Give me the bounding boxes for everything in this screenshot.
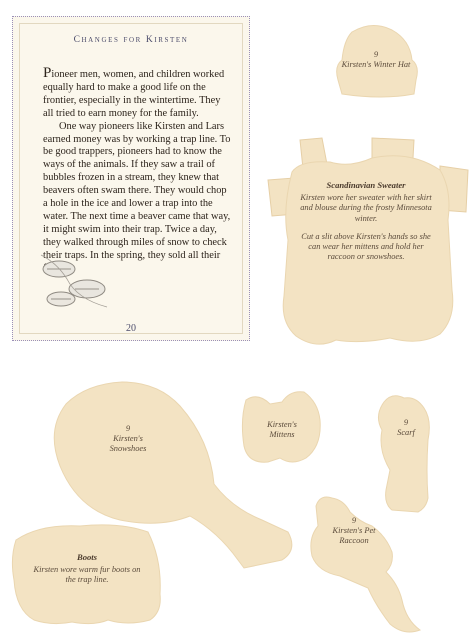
boots-label: [28, 552, 146, 586]
scarf-cutout[interactable]: [378, 396, 429, 512]
snowshoes-text: Kirsten's Snowshoes: [109, 434, 147, 454]
boots-title: Boots: [76, 552, 98, 562]
sweater-label: [296, 180, 436, 262]
raccoon-number: 9: [351, 516, 357, 525]
paragraph-2-text: One way pioneers like Kirsten and Lars earned money was by working a trap line. To be good trappers, pioneers had to know the ways of the animals. If they saw a trail of bubbles frozen in a stream, they knew that beavers often swam there. They would chop a hole in the ice and lower a trap into the water. The next time a beaver came that way, it might swim into their trap. Twice a day, they walked through miles of snow to check their traps. In the spring, they sold all their: [43, 120, 231, 261]
scarf-number: 9: [403, 418, 409, 427]
mittens-label: [254, 420, 310, 440]
paragraph-1-text: ioneer men, women, and children worked equally hard to make a good life on the frontier, especially in the wintertime. They all tried to earn money for the family.: [43, 69, 225, 119]
page-number: 20: [126, 323, 136, 334]
winter-hat-text: Kirsten's Winter Hat: [341, 60, 411, 70]
raccoon-label: [326, 516, 382, 547]
sweater-desc-2: Cut a slit above Kirsten's hands so she can wear her mittens and hold her raccoon or snowshoes.: [301, 231, 431, 262]
story-text: [43, 67, 233, 276]
chapter-title: Changes for Kirsten: [73, 35, 189, 45]
book-page: [12, 16, 250, 341]
snowshoes-number: 9: [125, 424, 131, 433]
winter-hat-number: 9: [373, 50, 379, 59]
beaver-trap-icon: [37, 249, 111, 315]
snowshoes-label: [96, 424, 160, 455]
scarf-text: Scarf: [397, 428, 415, 438]
sweater-desc-1: Kirsten wore her sweater with her skirt and blouse during the frosty Minnesota winter.: [300, 193, 432, 223]
winter-hat-label: [338, 50, 414, 70]
mittens-text: Kirsten's Mittens: [267, 420, 297, 440]
scarf-label: [388, 418, 424, 438]
sweater-title: Scandinavian Sweater: [326, 180, 406, 190]
dropcap: P: [43, 65, 52, 81]
boots-desc: Kirsten wore warm fur boots on the trap line.: [33, 565, 141, 585]
raccoon-text: Kirsten's Pet Raccoon: [332, 526, 376, 546]
paragraph-1: [43, 67, 233, 121]
